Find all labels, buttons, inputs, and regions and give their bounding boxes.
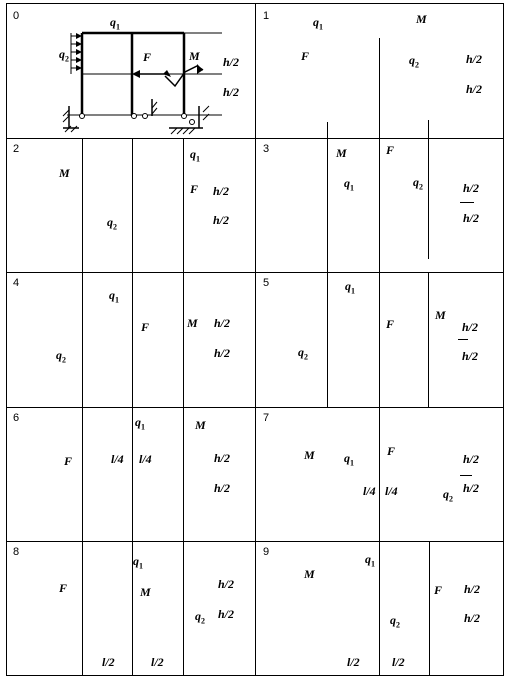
frame-column (82, 408, 83, 541)
moment-label: M (304, 567, 315, 581)
frame-column (327, 273, 328, 407)
moment-label: M (435, 308, 446, 322)
moment-label: M (416, 12, 427, 26)
force-label: F (434, 583, 443, 597)
dim-h-half-upper: h/2 (214, 451, 231, 465)
frame-scheme (7, 4, 255, 138)
moment-label: M (187, 316, 198, 330)
task-number: 9 (263, 546, 270, 558)
q2-label: $q_2$ (298, 345, 308, 362)
task-number: 3 (263, 143, 270, 155)
dim-h-half-upper: h/2 (218, 577, 235, 591)
dim-h-half-upper: h/2 (213, 184, 230, 198)
dim-l-half-left: l/2 (102, 655, 115, 669)
force-label: F (141, 320, 150, 334)
task-cell-2 (7, 139, 255, 272)
task-cell-6 (7, 408, 255, 541)
moment-label: M (195, 418, 206, 432)
moment-label: M (189, 49, 200, 63)
frame-column (82, 273, 83, 407)
dim-h-half-lower: h/2 (214, 346, 231, 360)
dim-h-half-lower: h/2 (464, 611, 481, 625)
force-label: F (143, 50, 152, 64)
dim-h-half-upper: h/2 (463, 452, 480, 466)
q1-label: $q_1$ (135, 415, 145, 432)
force-label: F (59, 581, 68, 595)
task-cell-8 (7, 542, 255, 675)
q2-label: $q_2$ (195, 609, 205, 626)
dim-l-half-right: l/2 (151, 655, 164, 669)
moment-label: M (304, 448, 315, 462)
frame-column (379, 273, 380, 407)
task-cell-3 (256, 139, 504, 272)
dim-l-half-right: l/2 (392, 655, 405, 669)
dimension-tick (460, 475, 472, 476)
q2-label: $q_2$ (409, 53, 419, 70)
q2-label: $q_2$ (107, 215, 117, 232)
frame-column (82, 542, 83, 675)
dim-h-half-lower: h/2 (463, 211, 480, 225)
dimension-tick (460, 202, 474, 203)
frame-column (428, 273, 429, 407)
task-cell-1 (256, 4, 504, 138)
dim-h-half-upper: h/2 (463, 181, 480, 195)
frame-column (429, 542, 430, 675)
dim-l-quarter-right: l/4 (385, 484, 398, 498)
task-cell-0 (7, 4, 255, 138)
dim-h-half-upper: h/2 (462, 320, 479, 334)
dim-h-half-upper: h/2 (214, 316, 231, 330)
dim-l-quarter-left: l/4 (363, 484, 376, 498)
dim-l-quarter-left: l/4 (111, 452, 124, 466)
q1-label: $q_1$ (313, 15, 323, 32)
task-cell-7 (256, 408, 504, 541)
frame-column (428, 120, 429, 138)
frame-column (183, 139, 184, 272)
dim-h-half-upper: h/2 (466, 52, 483, 66)
force-label: F (64, 454, 73, 468)
dim-h-half-lower: h/2 (218, 607, 235, 621)
frame-column (183, 542, 184, 675)
task-number: 0 (13, 10, 20, 22)
dim-h-half-lower: h/2 (463, 481, 480, 495)
task-number: 5 (263, 277, 270, 289)
task-number: 8 (13, 546, 20, 558)
moment-label: M (336, 146, 347, 160)
q2-label: $q_2$ (390, 613, 400, 630)
dim-h-half-upper: h/2 (223, 55, 240, 69)
frame-column (379, 139, 380, 272)
q1-label: $q_1$ (344, 451, 354, 468)
q1-label: $q_1$ (109, 288, 119, 305)
q2-label: $q_2$ (59, 47, 69, 64)
frame-column (183, 408, 184, 541)
task-number: 7 (263, 412, 270, 424)
moment-label: M (140, 585, 151, 599)
force-label: F (387, 444, 396, 458)
q1-label: $q_1$ (110, 15, 120, 32)
task-number: 4 (13, 277, 20, 289)
frame-column (82, 139, 83, 272)
moment-label: M (59, 166, 70, 180)
force-label: F (386, 143, 395, 157)
task-cell-9 (256, 542, 504, 675)
frame-column (379, 408, 380, 541)
dim-h-half-lower: h/2 (214, 481, 231, 495)
force-label: F (190, 182, 199, 196)
q2-label: $q_2$ (56, 348, 66, 365)
dim-l-quarter-right: l/4 (139, 452, 152, 466)
task-cell-5 (256, 273, 504, 407)
dim-h-half-lower: h/2 (466, 82, 483, 96)
q1-label: $q_1$ (365, 552, 375, 569)
q1-label: $q_1$ (344, 176, 354, 193)
task-number: 6 (13, 412, 20, 424)
task-cell-4 (7, 273, 255, 407)
frame-column (327, 139, 328, 272)
dimension-tick (458, 339, 468, 340)
dim-h-half-lower: h/2 (462, 349, 479, 363)
force-label: F (386, 317, 395, 331)
q2-label: $q_2$ (413, 175, 423, 192)
frame-column (379, 38, 380, 138)
q1-label: $q_1$ (190, 147, 200, 164)
q1-label: $q_1$ (345, 279, 355, 296)
dim-h-half-lower: h/2 (213, 213, 230, 227)
force-label: F (301, 49, 310, 63)
q2-label: $q_2$ (443, 487, 453, 504)
frame-column (428, 139, 429, 259)
frame-column (183, 273, 184, 407)
frame-column (327, 122, 328, 138)
frame-column (132, 273, 133, 407)
dim-h-half-upper: h/2 (464, 582, 481, 596)
q1-label: $q_1$ (133, 554, 143, 571)
frame-column (132, 408, 133, 541)
frame-column (379, 542, 380, 675)
dim-h-half-lower: h/2 (223, 85, 240, 99)
frame-column (132, 139, 133, 272)
task-number: 1 (263, 10, 270, 22)
task-number: 2 (13, 143, 20, 155)
dim-l-half-left: l/2 (347, 655, 360, 669)
